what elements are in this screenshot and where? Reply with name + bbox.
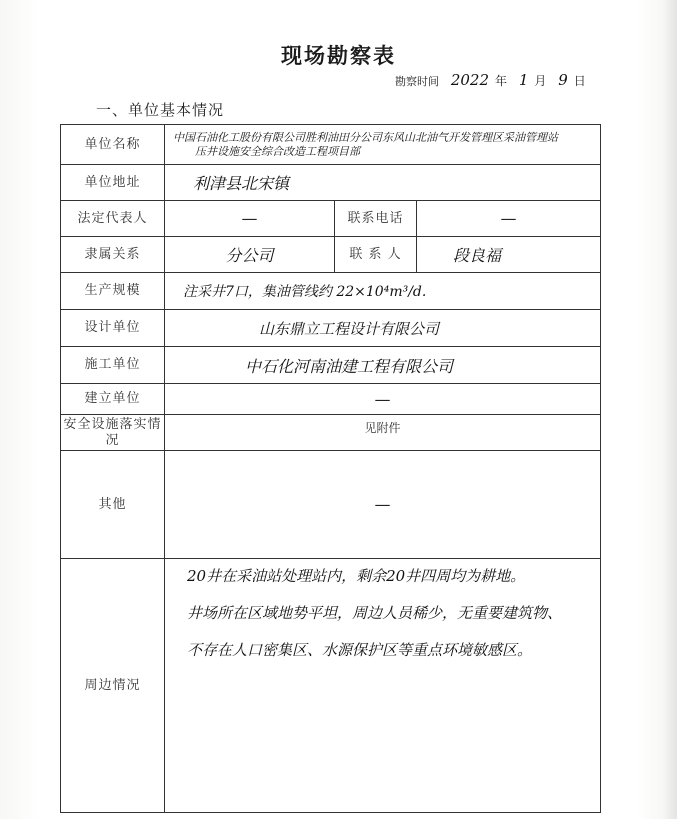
unit-name-label: 单位名称 [61,125,165,165]
page-edge-shadow [663,0,677,819]
unit-address-label: 单位地址 [61,165,165,201]
surroundings-label: 周边情况 [61,559,165,813]
phone-value [417,201,601,237]
row-other [61,451,601,559]
unit-name-value [165,125,601,165]
survey-table [60,124,601,813]
supervision-unit-text: — [374,389,391,409]
legal-rep-text: — [241,209,258,228]
survey-date [395,71,586,89]
construction-unit-text: 中石化河南油建工程有限公司 [245,356,454,376]
affiliation-value [165,237,335,273]
contact-label: 联 系 人 [335,237,417,273]
design-unit-text: 山东鼎立工程设计有限公司 [259,319,440,338]
year-unit: 年 [495,74,508,88]
survey-year: 2022 [450,71,490,89]
scale-label: 生产规模 [61,273,165,310]
survey-date-label: 勘察时间 [395,75,439,88]
construction-unit-label: 施工单位 [61,347,165,384]
legal-rep-value [165,201,335,237]
unit-name-line1: 中国石油化工股份有限公司胜利油田分公司东风山北油气开发管理区采油管理站 [173,130,558,144]
safety-facilities-label: 安全设施落实情况 [61,415,165,451]
unit-address-value [165,165,601,201]
surroundings-line-1: 20井在采油站处理站内，剩余20井四周均为耕地。 [187,567,526,585]
surroundings-value [165,559,601,813]
row-legal-rep [61,201,601,237]
survey-month: 1 [518,71,529,89]
unit-address-text: 利津县北宋镇 [193,174,290,193]
day-unit: 日 [573,74,586,88]
row-construction-unit [61,347,601,384]
phone-text: — [500,209,517,228]
row-scale [61,273,601,310]
document-title: 现场勘察表 [281,44,396,68]
surroundings-line-2: 井场所在区域地势平坦，周边人员稀少，无重要建筑物、 [187,604,563,622]
scale-value [165,273,601,310]
row-unit-address [61,165,601,201]
legal-rep-label: 法定代表人 [61,201,165,237]
row-unit-name [61,125,601,165]
supervision-unit-value [165,384,601,415]
surroundings-line-3: 不存在人口密集区、水源保护区等重点环境敏感区。 [187,641,533,659]
row-supervision-unit [61,384,601,415]
affiliation-label: 隶属关系 [61,237,165,273]
safety-facilities-value [165,415,601,451]
construction-unit-value [165,347,601,384]
other-text: — [374,495,391,514]
other-label: 其他 [61,451,165,559]
supervision-unit-label: 建立单位 [61,384,165,415]
design-unit-label: 设计单位 [61,310,165,347]
scale-text: 注采井7口，集油管线约 22×10⁴m³/d. [183,284,427,300]
row-surroundings [61,559,601,813]
phone-label: 联系电话 [335,201,417,237]
row-design-unit [61,310,601,347]
row-safety-facilities [61,415,601,451]
month-unit: 月 [534,74,547,88]
safety-facilities-text: 见附件 [364,421,401,435]
other-value [165,451,601,559]
contact-text: 段良福 [453,246,502,265]
unit-name-line2: 压井设施安全综合改造工程项目部 [195,144,360,158]
contact-value [417,237,601,273]
section-heading: 一、单位基本情况 [96,101,225,119]
surroundings-notes [165,559,600,660]
affiliation-text: 分公司 [225,246,274,265]
design-unit-value [165,310,601,347]
survey-day: 9 [558,71,568,89]
row-affiliation [61,237,601,273]
